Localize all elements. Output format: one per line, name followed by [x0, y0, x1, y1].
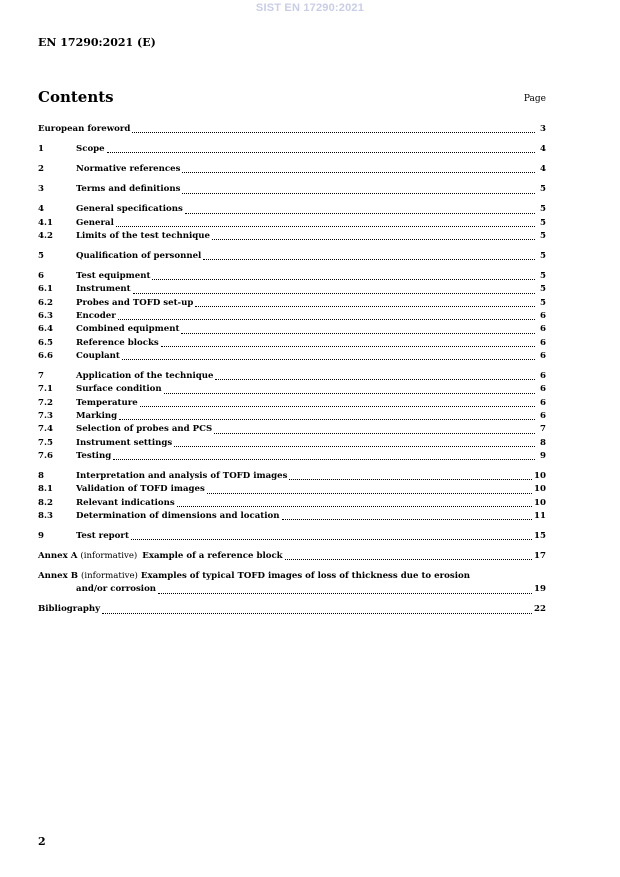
- page-number: 10: [534, 470, 546, 481]
- entry-title: Combined equipment: [76, 324, 180, 335]
- page-number: 6: [540, 337, 546, 348]
- entry-title: Test equipment: [76, 271, 151, 282]
- annex-kind: (informative): [80, 550, 138, 561]
- entry-title: General specifications: [76, 204, 183, 215]
- page-number: 5: [540, 230, 546, 241]
- toc-entry[interactable]: [38, 163, 546, 176]
- entry-title: Testing: [76, 450, 112, 461]
- toc-entry[interactable]: [38, 397, 546, 410]
- toc-entry-annex-b[interactable]: [38, 570, 546, 597]
- toc-entry[interactable]: [38, 123, 546, 136]
- entry-number: 6.3: [38, 311, 53, 322]
- page-number: 6: [540, 410, 546, 421]
- toc-entry[interactable]: [38, 410, 546, 423]
- entry-number: 8.2: [38, 497, 53, 508]
- leader-dots: [207, 492, 532, 494]
- toc-entry[interactable]: [38, 310, 546, 323]
- page-number: 11: [534, 510, 546, 521]
- entry-number: 1: [38, 144, 44, 155]
- page-number: 5: [540, 184, 546, 195]
- entry-number: 7.4: [38, 424, 53, 435]
- toc-entry[interactable]: [38, 450, 546, 463]
- leader-dots: [282, 518, 533, 520]
- toc-entry[interactable]: [38, 183, 546, 196]
- entry-number: 7.5: [38, 437, 53, 448]
- leader-dots: [212, 238, 535, 240]
- leader-dots: [195, 305, 535, 307]
- page-number: 6: [540, 384, 546, 395]
- page-number: 7: [540, 424, 546, 435]
- page-number: 4: [540, 144, 546, 155]
- page-number: 8: [540, 437, 546, 448]
- toc-entry[interactable]: [38, 470, 546, 483]
- entry-number: 5: [38, 251, 44, 262]
- entry-number: 7.2: [38, 397, 53, 408]
- page-number: 5: [540, 284, 546, 295]
- leader-dots: [177, 505, 532, 507]
- page-number: 15: [534, 530, 546, 541]
- leader-dots: [133, 292, 535, 294]
- leader-dots: [182, 192, 535, 194]
- leader-dots: [118, 318, 535, 320]
- annex-label: Annex A: [38, 550, 78, 561]
- entry-number: 4: [38, 204, 44, 215]
- page-number: 6: [540, 397, 546, 408]
- entry-title: Application of the technique: [76, 371, 214, 382]
- annex-label: Annex B: [38, 571, 79, 582]
- leader-dots: [122, 358, 535, 360]
- toc-entry[interactable]: [38, 283, 546, 296]
- toc-entry-annex-a[interactable]: [38, 550, 546, 563]
- entry-title: Marking: [76, 410, 118, 421]
- entry-number: 4.2: [38, 230, 53, 241]
- page-number: 5: [540, 217, 546, 228]
- entry-title: Test report: [76, 530, 129, 541]
- entry-title: Normative references: [76, 164, 181, 175]
- page-title: Contents: [38, 88, 114, 106]
- entry-title: Selection of probes and PCS: [76, 424, 213, 435]
- toc-entry[interactable]: [38, 250, 546, 263]
- page-column-label: Page: [523, 94, 546, 104]
- document-id: EN 17290:2021 (E): [38, 36, 156, 49]
- leader-dots: [215, 378, 535, 380]
- entry-title: Scope: [76, 144, 105, 155]
- leader-dots: [174, 445, 535, 447]
- entry-title: Encoder: [76, 311, 116, 322]
- toc-entry[interactable]: [38, 423, 546, 436]
- entry-title: Validation of TOFD images: [76, 484, 205, 495]
- annex-kind: (informative): [81, 571, 138, 582]
- page-number: 5: [540, 297, 546, 308]
- leader-dots: [164, 392, 535, 394]
- leader-dots: [185, 212, 535, 214]
- entry-title: Instrument: [76, 284, 131, 295]
- toc-entry[interactable]: [38, 143, 546, 156]
- leader-dots: [158, 592, 532, 594]
- leader-dots: [107, 151, 535, 153]
- entry-title: Bibliography: [38, 604, 101, 615]
- page-number: 6: [540, 371, 546, 382]
- toc-entry[interactable]: [38, 230, 546, 243]
- page-number: 22: [534, 604, 546, 615]
- entry-number: 6.2: [38, 297, 53, 308]
- entry-title: Relevant indications: [76, 497, 175, 508]
- page-number: 6: [540, 324, 546, 335]
- page-number: 5: [540, 271, 546, 282]
- leader-dots: [203, 258, 535, 260]
- leader-dots: [116, 225, 535, 227]
- entry-number: 2: [38, 164, 44, 175]
- leader-dots: [285, 558, 532, 560]
- page-number: 6: [540, 350, 546, 361]
- entry-number: 7.6: [38, 450, 53, 461]
- page-number: 10: [534, 497, 546, 508]
- toc-entry[interactable]: [38, 510, 546, 523]
- entry-number: 4.1: [38, 217, 53, 228]
- leader-dots: [214, 432, 535, 434]
- entry-title: Couplant: [76, 350, 120, 361]
- entry-number: 6.4: [38, 324, 53, 335]
- entry-title: Reference blocks: [76, 337, 159, 348]
- leader-dots: [161, 345, 535, 347]
- page-number: 3: [540, 124, 546, 134]
- entry-title: General: [76, 217, 114, 228]
- entry-number: 6.1: [38, 284, 53, 295]
- toc-entry[interactable]: [38, 203, 546, 216]
- entry-number: 7: [38, 371, 44, 382]
- toc-entry[interactable]: [38, 370, 546, 383]
- toc-entry[interactable]: [38, 383, 546, 396]
- leader-dots: [289, 478, 532, 480]
- leader-dots: [113, 458, 535, 460]
- leader-dots: [132, 131, 535, 133]
- entry-number: 6.5: [38, 337, 53, 348]
- toc-entry[interactable]: [38, 217, 546, 230]
- toc-entry[interactable]: [38, 350, 546, 363]
- annex-title-line2: and/or corrosion: [76, 584, 157, 595]
- toc-entry[interactable]: [38, 297, 546, 310]
- watermark: SIST EN 17290:2021: [255, 2, 365, 14]
- entry-title: Determination of dimensions and location: [76, 510, 280, 521]
- toc-entry[interactable]: [38, 270, 546, 283]
- entry-number: 8.1: [38, 484, 53, 495]
- page-number: 10: [534, 484, 546, 495]
- entry-number: 8: [38, 470, 44, 481]
- page-number: 4: [540, 164, 546, 175]
- leader-dots: [181, 332, 535, 334]
- page-number: 9: [540, 450, 546, 461]
- toc-entry[interactable]: [38, 483, 546, 496]
- entry-number: 6.6: [38, 350, 53, 361]
- entry-number: 9: [38, 530, 44, 541]
- entry-number: 7.1: [38, 384, 53, 395]
- entry-title: Terms and definitions: [76, 184, 181, 195]
- toc-entry[interactable]: [38, 437, 546, 450]
- page-number: 17: [534, 550, 546, 561]
- leader-dots: [102, 612, 532, 614]
- toc-entry[interactable]: [38, 323, 546, 336]
- entry-number: 3: [38, 184, 44, 195]
- leader-dots: [182, 171, 535, 173]
- entry-title: Qualification of personnel: [76, 251, 202, 262]
- annex-title-line1: Examples of typical TOFD images of loss of thickness due to erosion: [140, 571, 470, 582]
- annex-title: Example of a reference block: [142, 550, 283, 561]
- entry-title: Interpretation and analysis of TOFD images: [76, 470, 288, 481]
- leader-dots: [140, 405, 535, 407]
- entry-title: Surface condition: [76, 384, 162, 395]
- page-number: 6: [540, 311, 546, 322]
- entry-title: Limits of the test technique: [76, 230, 210, 241]
- footer-page-number: 2: [38, 835, 46, 848]
- entry-number: 6: [38, 271, 44, 282]
- entry-title: Temperature: [76, 397, 138, 408]
- toc-entry[interactable]: [38, 337, 546, 350]
- toc-entry-bibliography[interactable]: [38, 603, 546, 616]
- entry-title: Instrument settings: [76, 437, 173, 448]
- entry-title: Probes and TOFD set-up: [76, 297, 194, 308]
- leader-dots: [119, 418, 535, 420]
- entry-number: 7.3: [38, 410, 53, 421]
- table-of-contents: [38, 123, 546, 617]
- page-number: 5: [540, 204, 546, 215]
- toc-entry[interactable]: [38, 497, 546, 510]
- toc-entry[interactable]: [38, 530, 546, 543]
- leader-dots: [131, 538, 532, 540]
- page-number: 19: [534, 584, 546, 595]
- entry-number: 8.3: [38, 510, 53, 521]
- leader-dots: [152, 278, 535, 280]
- page-number: 5: [540, 251, 546, 262]
- entry-title: European foreword: [38, 124, 131, 134]
